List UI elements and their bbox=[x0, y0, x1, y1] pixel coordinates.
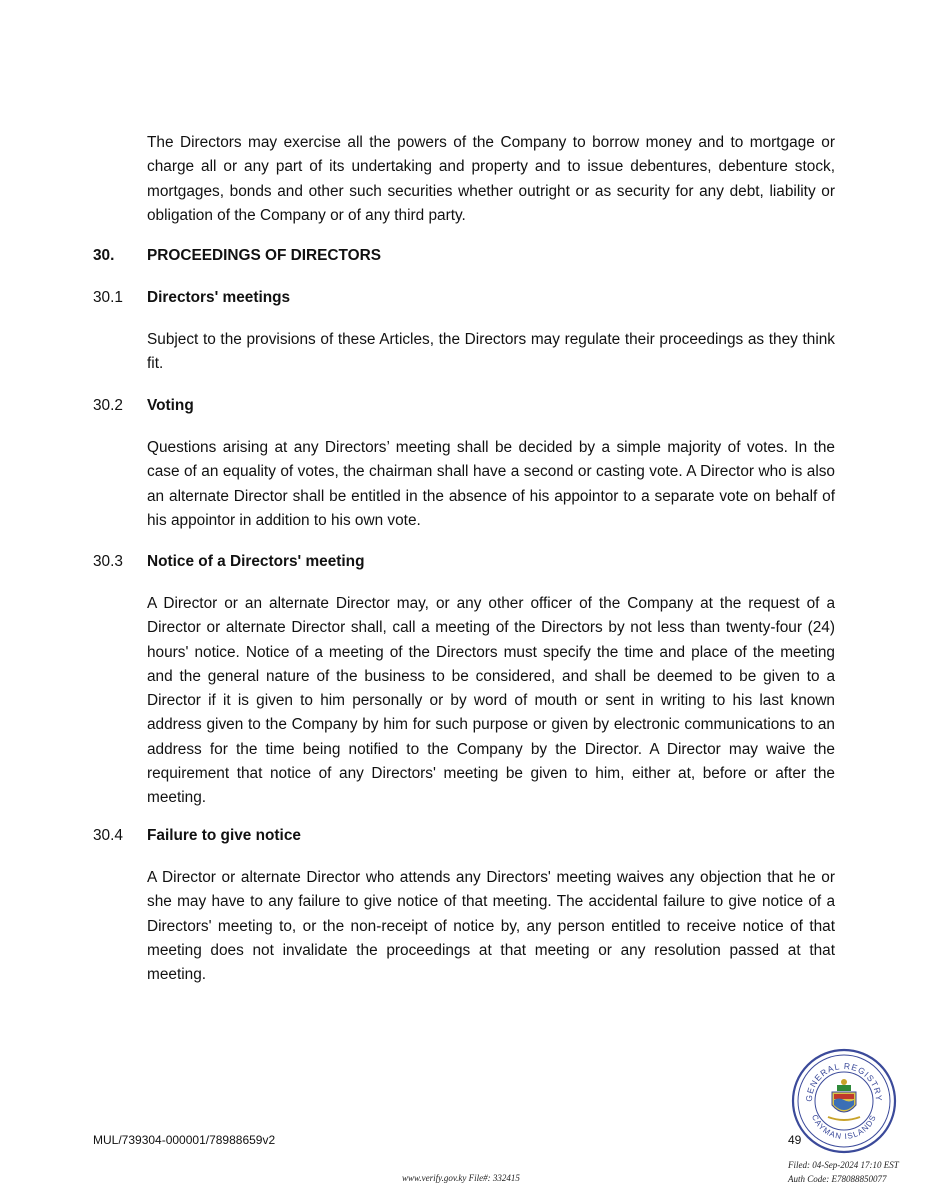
section-title: PROCEEDINGS OF DIRECTORS bbox=[147, 247, 382, 264]
section-number: 30. bbox=[93, 247, 115, 264]
clause-number: 30.4 bbox=[93, 827, 123, 844]
auth-code: Auth Code: E78088850077 bbox=[788, 1174, 887, 1184]
clause-text: A Director or an alternate Director may, or any other officer of the Company at the request of a Director or alternate Director shall, call a meeting of the Directors by not less than twenty-four (24) hours' notice. Notice of a meeting of the Directors must specify the time and place of the meeting and the general nature of the business to be considered, and shall be deemed to be given to a Director if it is given to him personally or by word of mouth or sent in writing to his last known address given to the Company by him for such purpose or given by electronic communications to an address for the time being notified to the Company by the Director. A Director may waive the requirement that notice of any Directors' meeting be given to him, either at, before or after the meeting. bbox=[147, 595, 835, 807]
document-reference: MUL/739304-000001/78988659v2 bbox=[93, 1133, 276, 1147]
clause-number: 30.2 bbox=[93, 397, 123, 414]
clause-heading: Notice of a Directors' meeting bbox=[147, 553, 365, 570]
intro-paragraph: The Directors may exercise all the powers of the Company to borrow money and to mortgage or charge all or any part of its undertaking and property and to issue debentures, debenture stock, mortgages, bonds and other such securities whether outright or as security for any debt, liability or obligation of the Company or of any third party. bbox=[147, 134, 835, 224]
seal-bottom-text: CAYMAN ISLANDS bbox=[809, 1113, 879, 1142]
seal-top-text: GENERAL REGISTRY bbox=[803, 1060, 885, 1103]
clause-heading: Directors' meetings bbox=[147, 289, 291, 306]
page-number: 49 bbox=[788, 1133, 802, 1147]
verification-url: www.verify.gov.ky File#: 332415 bbox=[402, 1173, 520, 1183]
clause-number: 30.3 bbox=[93, 553, 123, 570]
clause-text: Questions arising at any Directors’ meeting shall be decided by a simple majority of votes. In the case of an equality of votes, the chairman shall have a second or casting vote. A Director who is also an alternate Director shall be entitled in the absence of his appointor to a separate vote on behalf of his appointor in addition to his own vote. bbox=[147, 439, 835, 529]
clause-text: Subject to the provisions of these Articles, the Directors may regulate their proceedings as they think fit. bbox=[147, 331, 835, 373]
clause-heading: Failure to give notice bbox=[147, 827, 301, 844]
clause-heading: Voting bbox=[147, 397, 194, 414]
general-registry-seal-icon bbox=[790, 1047, 898, 1155]
clause-number: 30.1 bbox=[93, 289, 123, 306]
filed-timestamp: Filed: 04-Sep-2024 17:10 EST bbox=[788, 1160, 899, 1170]
clause-text: A Director or alternate Director who attends any Directors' meeting waives any objection that he or she may have to any failure to give notice of that meeting. The accidental failure to give notice of a Directors' meeting to, or the non-receipt of notice by, any person entitled to receive notice of that meeting does not invalidate the proceedings at that meeting or any resolution passed at that meeting. bbox=[147, 869, 835, 984]
